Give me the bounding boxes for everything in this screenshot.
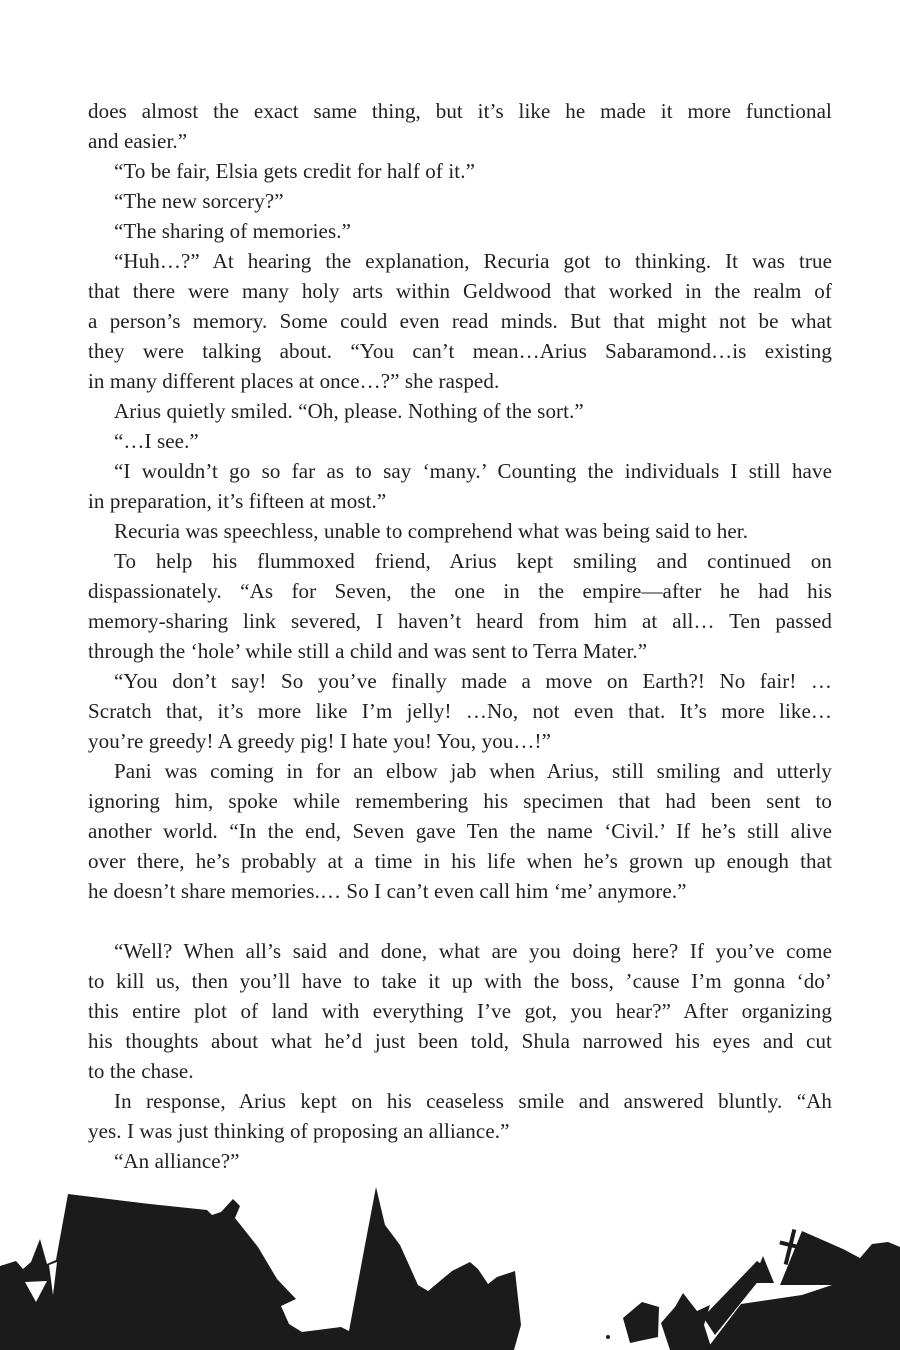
- text-line: to kill us, then you’ll have to take it up with the boss, ’cause I’m gonna ‘do’: [88, 969, 832, 993]
- text-line: “The sharing of memories.”: [114, 219, 352, 243]
- text-line: in many different places at once…?” she rasped.: [88, 369, 500, 393]
- text-line: this entire plot of land with everything I’ve got, you hear?” After organizing: [88, 999, 832, 1023]
- text-line: Pani was coming in for an elbow jab when Arius, still smiling and utterly: [114, 759, 832, 783]
- text-line: a person’s memory. Some could even read minds. But that might not be what: [88, 309, 832, 333]
- debris-speck: [606, 1335, 610, 1339]
- text-line: In response, Arius kept on his ceaseless smile and answered bluntly. “Ah: [114, 1089, 832, 1113]
- rubble-fragment: [623, 1302, 659, 1343]
- text-line: “An alliance?”: [114, 1149, 240, 1173]
- ruins-silhouette-illustration: [0, 1185, 900, 1350]
- text-line: his thoughts about what he’d just been told, Shula narrowed his eyes and cut: [88, 1029, 832, 1053]
- text-line: through the ‘hole’ while still a child and was sent to Terra Mater.”: [88, 639, 648, 663]
- text-line: “Well? When all’s said and done, what are you doing here? If you’ve come: [114, 939, 832, 963]
- text-line: does almost the exact same thing, but it’s like he made it more functional: [88, 99, 832, 123]
- text-line: Recuria was speechless, unable to comprehend what was being said to her.: [114, 519, 749, 543]
- text-line: “To be fair, Elsia gets credit for half of it.”: [114, 159, 475, 183]
- text-line: “Huh…?” At hearing the explanation, Recuria got to thinking. It was true: [114, 249, 832, 273]
- text-line: Scratch that, it’s more like I’m jelly! …No, not even that. It’s more like…: [88, 699, 832, 723]
- text-line: another world. “In the end, Seven gave Ten the name ‘Civil.’ If he’s still alive: [88, 819, 832, 843]
- text-line: “The new sorcery?”: [114, 189, 284, 213]
- ruins-left-mass: [0, 1187, 521, 1350]
- text-line: and easier.”: [88, 129, 188, 153]
- rubble-fragment: [661, 1293, 712, 1350]
- text-line: to the chase.: [88, 1059, 194, 1083]
- debris-speck: [275, 1342, 278, 1345]
- text-line: To help his flummoxed friend, Arius kept smiling and continued on: [114, 549, 832, 573]
- text-line: “You don’t say! So you’ve finally made a move on Earth?! No fair! …: [114, 669, 832, 693]
- text-line: yes. I was just thinking of proposing an alliance.”: [88, 1119, 510, 1143]
- text-line: that there were many holy arts within Geldwood that worked in the realm of: [88, 279, 832, 303]
- page-text: [88, 96, 832, 1176]
- text-line: memory-sharing link severed, I haven’t heard from him at all… Ten passed: [88, 609, 832, 633]
- scene-break-gap: [88, 906, 832, 936]
- text-line: Arius quietly smiled. “Oh, please. Nothing of the sort.”: [114, 399, 584, 423]
- text-line: he doesn’t share memories.… So I can’t even call him ‘me’ anymore.”: [88, 879, 687, 903]
- text-line: dispassionately. “As for Seven, the one in the empire—after he had his: [88, 579, 832, 603]
- text-line: “I wouldn’t go so far as to say ‘many.’ Counting the individuals I still have: [114, 459, 832, 483]
- text-line: over there, he’s probably at a time in his life when he’s grown up enough that: [88, 849, 832, 873]
- text-line: “…I see.”: [114, 429, 199, 453]
- text-line: they were talking about. “You can’t mean…Arius Sabaramond…is existing: [88, 339, 832, 363]
- text-line: in preparation, it’s fifteen at most.”: [88, 489, 387, 513]
- text-line: ignoring him, spoke while remembering his specimen that had been sent to: [88, 789, 832, 813]
- text-line: you’re greedy! A greedy pig! I hate you! You, you…!”: [88, 729, 552, 753]
